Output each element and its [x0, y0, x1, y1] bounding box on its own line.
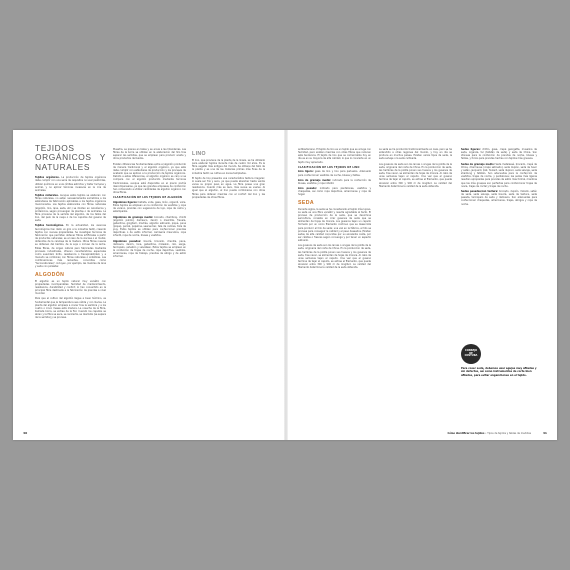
sewing-tip-box — [461, 344, 537, 377]
paragraph-sedas-ligeras: Sedas ligeras: chifón, gasa, crepé georgette, muselina de seda, organza, tul (tafetán de seda) y seda de China. Son idóneas para la confección de prendas de noche, blusas y faldas, y forros para prendas hechas con tejidos más gruesos. — [461, 148, 537, 161]
subheading-clasificacion-lino: CLASIFICACIÓN DE LOS TEJIDOS DE LINO — [298, 165, 360, 169]
paragraph-sedas-medio: Sedas de gramaje medio: Seda matelassé, brocado, crepé de China, charmeuse (crepé satinado), seda dupión, seda de tusor y satén, jacquard, ikat, foulard, seda dupioni, seda salvaje, seda shantung y tafetán. Son adecuadas para la confección de vestidos, trajes de noche, y pantalones; las sedas más ligeras resultan apropiadas para prendas de estilo más formal, mientras que las más gruesas son perfectas para confeccionar trajes de novia, trajes de cóctel y trajes de noche. — [461, 162, 537, 188]
paragraph-lino-medio: Lino de gramaje medio: indicado para la confección de blusas, vestidos y ropa infantil. — [298, 178, 371, 185]
left-page-column-2 — [113, 148, 186, 434]
right-page-column-1 — [298, 148, 371, 434]
subheading-clasificacion-algodon: CLASIFICACIÓN DE LOS TEJIDOS DE ALGODÓN — [113, 196, 183, 200]
sewing-tip-badge: CONSEJO DE COSTURA — [461, 344, 481, 364]
paragraph-algodon-1: El algodón es un tejido natural muy versátil, con propiedades incomparables: facilidad de mantenimiento, resistencia, durabilidad y confort; lo han convertido en la principal fibra destinada a la fabricación de prendas a nivel mundial. — [35, 279, 106, 296]
paragraph-seda-1: Durante siglos, la seda se ha considerado el tejido más lujoso. La seda es una fibra versátil y resulta agradable al tacto. El proceso de producción de la seda, que se denomina sericultura, consiste en criar gusanos de seda que se alimentan de hojas de morera. Los gusanos tejen un capullo formado por un único filamento continuo que se desenrolla para producir el hilo de seda; una vez en la fábrica, el hilo se procesa para conseguir la calidad y el peso deseados. Existen sedas de alta calidad conocidas por su excelente caída, por ser cálidas o frescas según convenga y por tener un aspecto satinado. — [298, 207, 371, 243]
chapter-title: TEJIDOS ORGÁNICOS Y NATURALES — [35, 144, 106, 172]
paragraph-seda-note: La seda se ha producido tradicionalmente en Asia, pero se ha extendido a otras regiones del mundo, y hoy en día se produce en muchos países. Existen varios tipos de seda, la seda salvaje o la seda cultivada. — [379, 148, 452, 161]
paragraph-sedas-pesadas: Sedas pesadas/con textura: brocado, dupión, mikado, satén de seda, seda salvaje, seda bouclé, seda de textura, seda pesada, terciopelo de seda y damasco. Son adecuadas para confeccionar chaquetas, americanas, trajes, abrigos y ropa de noche. — [461, 189, 537, 206]
sewing-tip-text: Para coser seda, debemos usar agujas muy afiladas y sin defectos, así como instrumentos de corte bien afilados, para evitar enganchones en el tejido. — [461, 367, 537, 377]
paragraph-tejidos-naturales: Tejidos naturales. Aunque estos tejidos se elaboran con fibras naturales, no están necesariamente sometidos a los estándares de fabricación aplicables a los tejidos orgánicos mencionados. Los tejidos elaborados con fibras naturales (algodón, lino, lana, seda, etc.) se dividen en celulósicos y proteínicos, según provengan de plantas o de animales. La fibra proviene de la semilla del algodón, de los tallos del lino, del pelo de la oveja o de los capullos del gusano de seda. — [35, 194, 106, 223]
paragraph-lino-pesado: Lino pesado: indicado para pantalones, vestidos y chaquetas, así como ropa deportiva, americanas y ropa de hogar. — [298, 187, 371, 197]
left-page-column-3 — [192, 148, 265, 434]
paragraph-algodones-ligeros: Algodones ligeros: batista, voile, gasa, linón, organdí, voile. Estos tejidos se emplean en la confección de vestidos y ropa de verano, prendas con sugerencia de lujo, ropa de cama y estampados. — [113, 200, 186, 214]
right-page-column-3 — [461, 148, 537, 434]
paragraph-seda-2: Los gusanos de seda son los larvas o orugas de la polilla de la seda, originaria del norte de China. En la producción de seda, las hembras de la polilla ponen sus huevos y los gusanos de seda, tras nacer, se alimentan de hojas de morera. Al cabo de unas semanas tejen el capullo. Una vez que el gusano termina de tejer el capullo, se extrae el filamento, que puede alcanzar entre 300 y 900 m de longitud. La calidad del filamento determina la calidad de la seda obtenida. — [298, 244, 371, 270]
paragraph-algodones-pesados: Algodones pesados: bouclé, brocado, chenilla, pana, damasco, denim, lona, gabardina, moleskin, rizo, sarga, terciopelo, velvetón y velveteen. Estos tejidos se emplean en la confección de trajes de noche, ropa deportiva, vestidos, americanas, ropa de trabajo, prendas de abrigo y de estilo informal. — [113, 239, 186, 259]
section-heading-lino: LINO — [192, 151, 206, 157]
page-number-right: 41 — [542, 431, 547, 435]
page-number-left: 40 — [23, 431, 28, 435]
paragraph-lino-ligero: Lino ligero: gasa de lino y lino para pañuelos. Adecuado para confeccionar vestidos de noche, blusas y faldas. — [298, 170, 371, 177]
paragraph-lino-1: El lino, que proviene de la planta de la linaza, se ha utilizado para elaborar tejidos durante más de cuatro mil años. Es la fibra vegetal más antigua del mundo. Se obtiene del tallo de la planta y es una de las materias primas más finas de la industria textil; se cultiva en zonas templadas. — [192, 159, 265, 175]
book-gutter — [284, 130, 288, 440]
paragraph-lino-2: El tejido de lino presenta una característica textura irregular; lo suele ser frío y seco, ya que puede absorber hasta veinte veces su propio peso en agua. La fibra posee una gran resistencia. Cuanto más se lava, más suave se vuelve. Al igual que el algodón, el lino puede combinarse con otras fibras para obtener mezclas con el confort del lino y las propiedades de otras fibras. — [192, 176, 265, 199]
paragraph-algodones-medio: Algodones de gramaje medio: brocado, chambray, chintz (algodón pulido), damasco, denim o mezclilla, franela, gabardina, gingham, madrás, algodón satinado, piqué, pana (pique), percal, popelina, seersucker, tela de camisa, toile de jouy. Estos tejidos se utilizan para confeccionar prendas deportivas o de estilo informal, camisería masculina, ropa infantil, ropa de noche, blusas y vestidos. — [113, 215, 186, 238]
paragraph-algodon-2: Para que el cultivo del algodón llegue a buen término, es fundamental que la temperatura sea cálida y con lluvias. La planta del algodón empieza a crecer tras la siembra y a los cuatro o cinco meses está madura. La cosecha de la fibra, llamada borra, se extrae de la flor. Cuando los capullos se abren y la fibra se seca, se recolecta, se desmota (se separa de la semilla) y se procesa. — [35, 297, 106, 320]
paragraph-algodon-3: Muestra, se prensa en balas y se envía a las hilanderías. Las fibras de la borra se utilizan en la elaboración del hilo tras separar las semillas, que se emplean para producir aceite y otros productos derivados. — [113, 148, 186, 161]
right-page-column-2 — [379, 148, 452, 434]
book-spread — [13, 130, 557, 440]
paragraph-seda-1-cont: Los gusanos de seda son los larvas o orugas de la polilla de la seda, originaria del norte de China. En la producción de seda, las hembras de la polilla ponen sus huevos y los gusanos de seda, tras nacer, se alimentan de hojas de morera. Al cabo de unas semanas tejen el capullo. Una vez que el gusano termina de tejer el capullo, se extrae el filamento, que puede alcanzar entre 300 y 900 m de longitud. La calidad del filamento determina la calidad de la seda obtenida. — [379, 162, 452, 188]
section-heading-seda: SEDA — [298, 199, 315, 206]
left-page-column-1 — [35, 144, 106, 434]
paragraph-algodon-4: Existen diferencias fundamentales entre el algodón producido de manera tradicional y el algodón orgánico, ya que este debe cumplir con estándares de producción y los procesos de acabado que se aplican a la producción de tejidos orgánicos. Debido a estas diferencias, el algodón orgánico es caro si se compara con el algodón producido mediante técnicas tradicionales, aunque está disponible en el precio podría descompensarse, ya que las grandes empresas de confección han comenzado a utilizar cantidades de algodón orgánico con otras fibras. — [113, 162, 186, 195]
paragraph-tejidos-tecnologicos: Tejidos tecnológicos. En la actualidad, los avances tecnológicos han dado un giro a la industria textil, creando tejidos con nuevas propiedades. Se investigan técnicas de fabricación que permiten obtener fibras artificiales a partir de productos naturales; es el caso de la viscosa o el modal, obtenidos de la celulosa de la madera. Otras fibras nuevas se obtienen del bambú, de la soja o incluso de la leche. Estas fibras, de origen natural pero fabricadas mediante procesos industriales, ofrecen características especiales como suavidad, brillo, resistencia o transpirabilidad, y a menudo se combinan con fibras naturales o sintéticas. Las combinaciones más recientes, conocidas como "tecnonaturales", incluyen, por ejemplo, las mezclas de lana y seda con poliéster. — [35, 224, 106, 269]
paragraph-lino-continued: antibacteriano. El tejido de lino es un tejido que se arruga con facilidad, pero existen mezclas con otras fibras que reducen esta tendencia. El tejido de lino que se comercializa hoy en día es en su mayoría de alta calidad, lo que lo convierte en un tejido muy apreciado. — [298, 148, 371, 164]
running-head: Cómo identificar los tejidos • Tipos de tejidos y tablas de medidas — [447, 432, 531, 435]
section-heading-algodon: ALGODÓN — [35, 271, 65, 278]
paragraph-tejidos-organicos: Tejidos orgánicos. La producción de tejidos orgánicos debe cumplir con una serie de requisitos no usar pesticidas, utilizar químicos en unos límites estrictos y tratar humana y animal, y no aplicar técnicas invasivas en la cría de animales. — [35, 176, 106, 192]
